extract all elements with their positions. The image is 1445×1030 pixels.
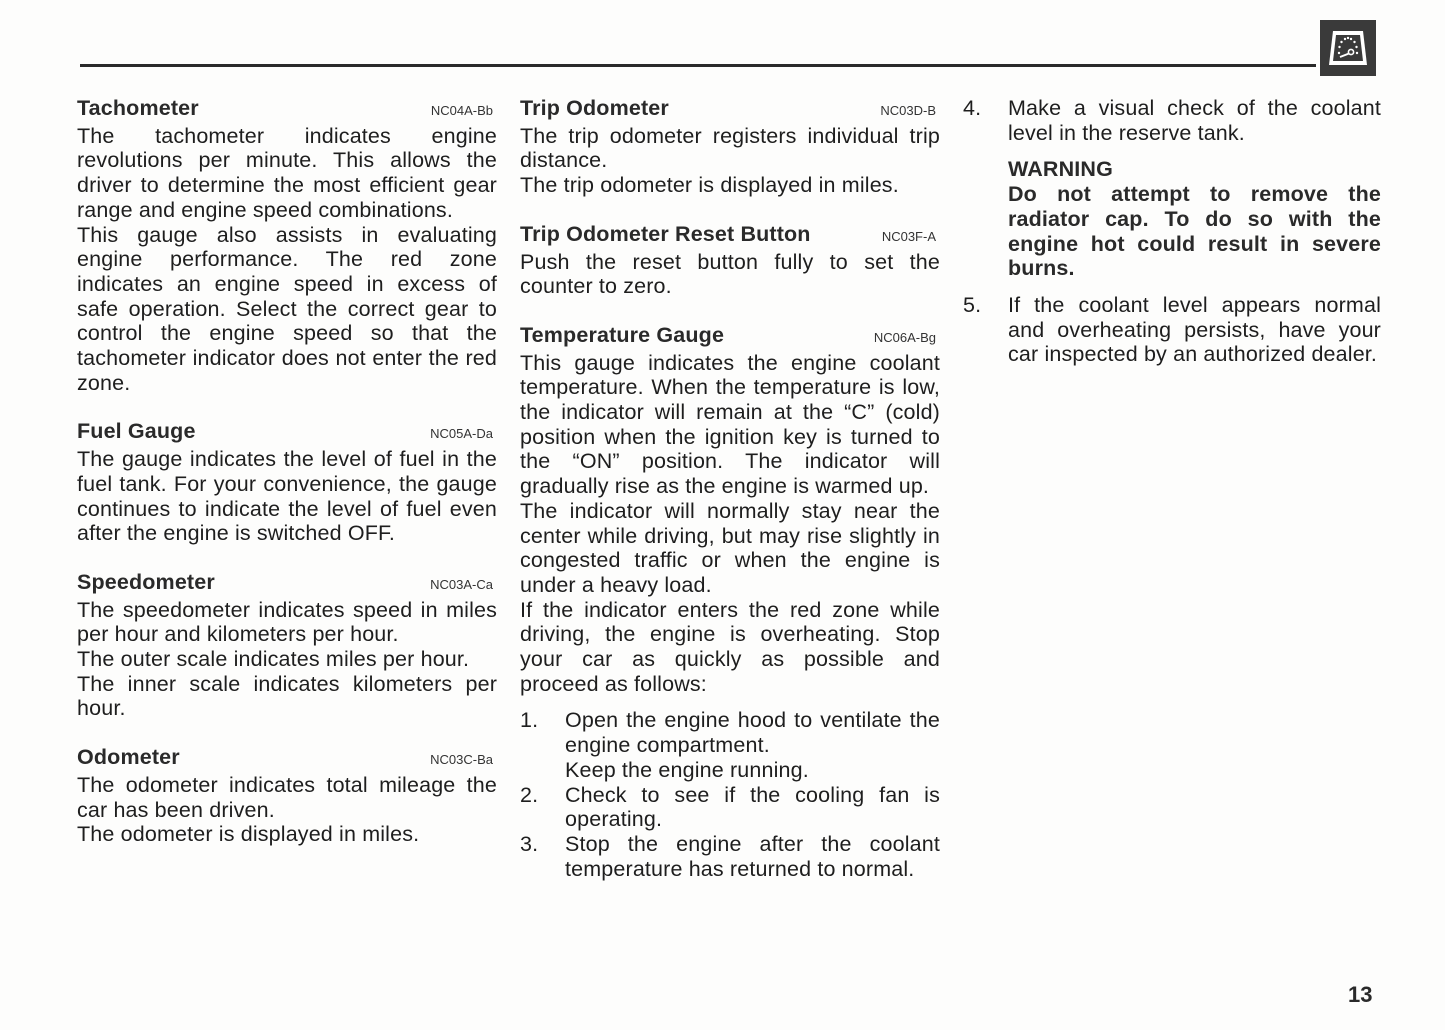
paragraph: The inner scale indicates kilometers per hour. <box>77 671 497 721</box>
step-text: If the coolant level appears normal and overheating persists, have your car inspected by an authorized dealer. <box>1008 292 1381 367</box>
section-title: Tachometer <box>77 96 199 120</box>
section-code: NC04A-Bb <box>430 103 493 118</box>
section-code: NC03D-B <box>880 103 936 118</box>
list-number: 2. <box>520 782 539 807</box>
header-rule <box>80 64 1316 67</box>
warning-box <box>1008 157 1381 281</box>
step-text: Open the engine hood to ventilate the engine compartment. <box>565 708 940 758</box>
overheating-steps-final <box>963 293 1381 367</box>
paragraph: The trip odometer is displayed in miles. <box>520 173 899 198</box>
section-code: NC06A-Bg <box>873 329 936 345</box>
paragraph: The gauge indicates the level of fuel in the fuel tank. For your convenience, the gauge continues to indicate the level of fuel even after the engine is switched OFF. <box>77 447 497 546</box>
list-item <box>520 783 940 832</box>
list-number: 5. <box>963 292 982 317</box>
section-title: Trip Odometer <box>520 96 669 120</box>
section-code: NC05A-Da <box>430 426 493 442</box>
warning-text: Do not attempt to remove the radiator cap. To do so with the engine hot could result in severe burns. <box>1008 182 1381 281</box>
gauge-icon <box>1320 20 1376 76</box>
step-text: Keep the engine running. <box>565 757 809 782</box>
step-text: Stop the engine after the coolant temperature has returned to normal. <box>565 831 940 881</box>
paragraph: The odometer indicates total mileage the car has been driven. <box>77 772 497 822</box>
column-right <box>963 92 1381 367</box>
list-item <box>520 832 940 881</box>
section-title: Odometer <box>77 745 180 770</box>
list-item <box>963 96 1381 145</box>
section-tachometer <box>77 96 497 395</box>
section-odometer <box>77 745 497 847</box>
section-trip-odometer-reset <box>520 222 940 299</box>
paragraph: The odometer is displayed in miles. <box>77 822 420 847</box>
overheating-steps <box>520 708 940 881</box>
section-code: NC03F-A <box>881 228 936 244</box>
paragraph: Push the reset button fully to set the counter to zero. <box>520 249 940 299</box>
paragraph: The outer scale indicates miles per hour. <box>77 647 470 672</box>
column-left <box>77 92 497 871</box>
overheating-steps-continued <box>963 96 1381 145</box>
paragraph: This gauge indicates the engine coolant temperature. When the temperature is low, the indicator will remain at the “C” (cold) position when the ignition key is turned to the “ON” position. The indicator will gradually rise as the engine is warmed up. <box>520 350 940 499</box>
list-number: 1. <box>520 708 539 733</box>
section-title: Fuel Gauge <box>77 419 196 444</box>
list-number: 3. <box>520 831 539 856</box>
column-middle <box>520 92 940 905</box>
section-code: NC03C-Ba <box>430 752 493 768</box>
paragraph: The indicator will normally stay near the center while driving, but may rise slightly in congested traffic or when the engine is under a heavy load. <box>520 498 940 597</box>
page-number: 13 <box>1348 982 1373 1007</box>
section-code: NC03A-Ca <box>430 576 493 592</box>
list-item <box>520 708 940 782</box>
paragraph: If the indicator enters the red zone while driving, the engine is overheating. Stop your car as quickly as possible and proceed as follows: <box>520 597 940 696</box>
section-title: Speedometer <box>77 569 215 594</box>
paragraph: The tachometer indicates engine revolutions per minute. This allows the driver to determine the most efficient gear range and engine speed combinations. <box>77 123 497 222</box>
section-fuel-gauge <box>77 419 497 546</box>
paragraph: The trip odometer registers individual trip distance. <box>520 123 940 173</box>
section-trip-odometer <box>520 96 940 198</box>
warning-title: WARNING <box>1008 157 1113 182</box>
step-text: Make a visual check of the coolant level in the reserve tank. <box>1008 96 1381 145</box>
section-title: Trip Odometer Reset Button <box>520 221 811 246</box>
paragraph: The speedometer indicates speed in miles per hour and kilometers per hour. <box>77 597 497 647</box>
section-speedometer <box>77 570 497 721</box>
list-item <box>963 293 1381 367</box>
step-text: Check to see if the cooling fan is operating. <box>565 782 940 832</box>
section-temperature-gauge <box>520 323 940 881</box>
list-number: 4. <box>963 96 982 120</box>
paragraph: This gauge also assists in evaluating engine performance. The red zone indicates an engine speed in excess of safe operation. Select the correct gear to control the engine speed so that the tachometer indicator does not enter the red zone. <box>77 222 497 395</box>
section-title: Temperature Gauge <box>520 322 725 347</box>
